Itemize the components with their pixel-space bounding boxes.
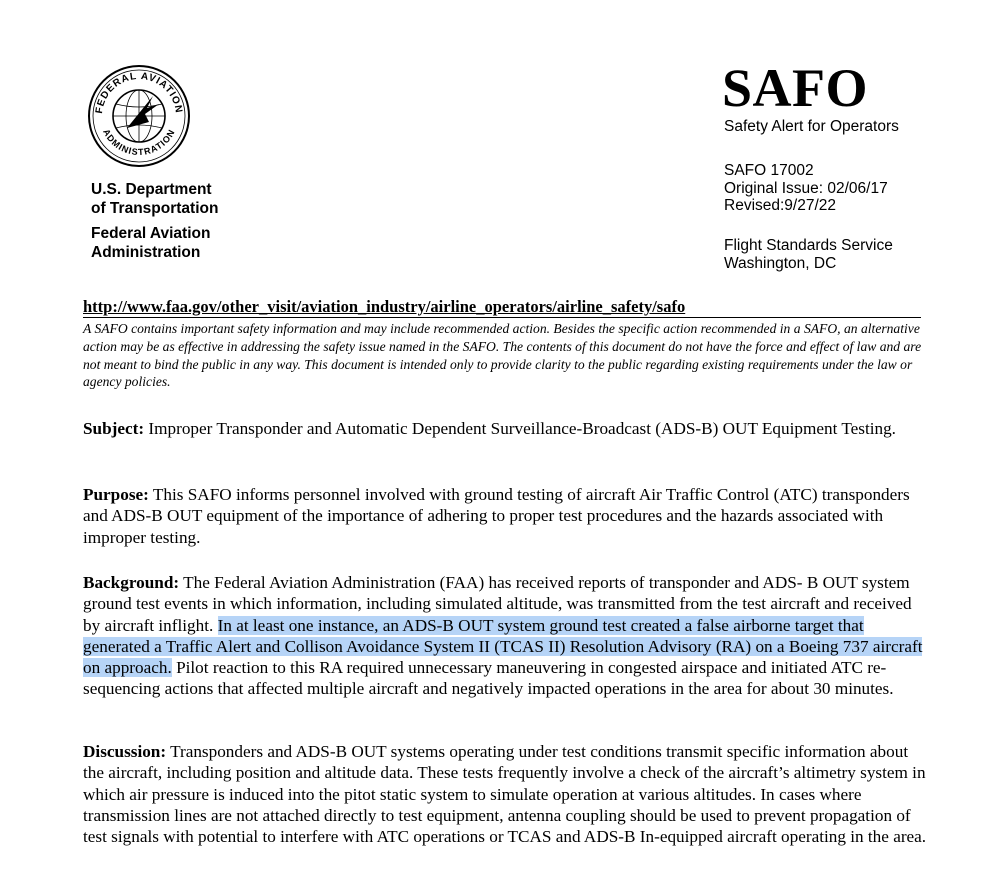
- seal-text-top: FEDERAL AVIATION: [93, 70, 185, 115]
- discussion-text: Transponders and ADS-B OUT systems operating under test conditions transmit specific information about the aircraft, including position and altitude data. These tests frequently involve a check of the aircraft’s altimetry system in which air pressure is induced into the pitot static system to simulate operation at various altitudes. In cases where transmission lines are not attached directly to test equipment, antenna coupling should be used to prevent propagation of test signals with potential to interfere with ATC operations or TCAS and ADS-B In-equipped aircraft operating in the area.: [83, 742, 927, 847]
- purpose-paragraph: [83, 484, 928, 548]
- agency-block: [91, 180, 218, 262]
- office-block: [724, 237, 893, 272]
- doc-meta: [724, 162, 888, 215]
- revised-date: Revised:9/27/22: [724, 197, 837, 214]
- background-label: Background:: [83, 573, 180, 592]
- office-name: Flight Standards Service: [724, 237, 893, 254]
- doc-type-subtitle: Safety Alert for Operators: [724, 118, 899, 135]
- disclaimer-text: A SAFO contains important safety information and may include recommended action. Besides the specific action recommended in a SAFO, an alternative action may be as effective in addressing the safety issue named in the SAFO. The contents of this document do not have the force and effect of law and are not meant to bind the public in any way. This document is intended only to provide clarity to the public regarding existing requirements under the law or agency policies.: [83, 321, 922, 390]
- discussion-label: Discussion:: [83, 742, 167, 761]
- background-text-before: The Federal Aviation Administration (FAA) has received reports of transponder and ADS- B OUT system ground test events in which information, including simulated altitude, was transmitted from the test aircraft and received by aircraft inflight.: [83, 573, 912, 635]
- safo-url-link[interactable]: http://www.faa.gov/other_visit/aviation_industry/airline_operators/airline_safety/safo: [83, 297, 686, 316]
- discussion-paragraph: [83, 741, 928, 847]
- purpose-text: This SAFO informs personnel involved with ground testing of aircraft Air Traffic Control (ATC) transponders and ADS-B OUT equipment of the importance of adhering to proper test procedures and the hazards associated with improper testing.: [83, 485, 910, 547]
- divider-rule: [83, 317, 921, 318]
- doc-number: SAFO 17002: [724, 162, 814, 179]
- agency-line-1: Federal Aviation: [91, 225, 211, 242]
- department-line-1: U.S. Department: [91, 181, 212, 198]
- background-paragraph: [83, 572, 928, 700]
- background-text-after: Pilot reaction to this RA required unnecessary maneuvering in congested airspace and initiated ATC re-sequencing actions that affected multiple aircraft and negatively impacted operations in the area for about 30 minutes.: [83, 658, 894, 699]
- agency-line-2: Administration: [91, 244, 201, 261]
- original-issue: Original Issue: 02/06/17: [724, 179, 888, 197]
- background-highlighted-text[interactable]: In at least one instance, an ADS-B OUT system ground test created a false airborne target that generated a Traffic Alert and Collison Avoidance System II (TCAS II) Resolution Advisory (RA) on a Boeing 737 aircraft on approach.: [83, 615, 923, 678]
- purpose-label: Purpose:: [83, 485, 149, 504]
- doc-type-title: SAFO: [722, 58, 869, 118]
- seal-text-bottom: ADMINISTRATION: [101, 127, 177, 158]
- faa-seal-logo: [87, 64, 191, 168]
- subject-label: Subject:: [83, 419, 145, 438]
- subject-text: Improper Transponder and Automatic Dependent Surveillance-Broadcast (ADS-B) OUT Equipment Testing.: [144, 419, 896, 438]
- office-location: Washington, DC: [724, 254, 837, 272]
- subject-paragraph: [83, 418, 928, 439]
- department-line-2: of Transportation: [91, 200, 219, 217]
